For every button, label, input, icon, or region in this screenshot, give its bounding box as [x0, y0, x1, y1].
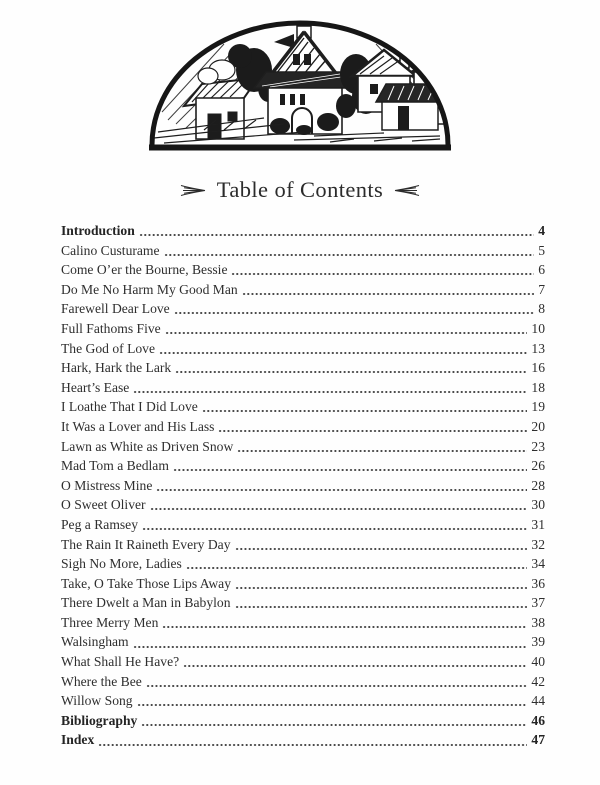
toc-entry-page: 28 — [531, 477, 545, 493]
dot-leader — [218, 429, 527, 433]
toc-entry — [61, 339, 545, 359]
toc-entry-page: 38 — [531, 614, 545, 630]
dot-leader — [156, 488, 527, 492]
toc-entry-title: Peg a Ramsey — [61, 516, 139, 532]
toc-entry — [61, 593, 545, 613]
toc-entry-title: There Dwelt a Man in Babylon — [61, 595, 231, 611]
toc-entry — [61, 711, 545, 731]
toc-entry-page: 47 — [531, 732, 545, 748]
toc-entry-title: Lawn as White as Driven Snow — [61, 438, 234, 454]
toc-entry-page: 6 — [538, 262, 545, 278]
toc-entry — [61, 378, 545, 398]
toc-entry-page: 46 — [531, 712, 545, 728]
toc-entry-title: O Sweet Oliver — [61, 497, 146, 513]
dot-leader — [231, 272, 534, 276]
dot-leader — [98, 743, 527, 747]
dot-leader — [146, 684, 528, 688]
dot-leader — [186, 566, 528, 570]
dot-leader — [133, 390, 527, 394]
toc-entry-page: 16 — [531, 360, 545, 376]
toc-entry-title: Take, O Take Those Lips Away — [61, 575, 232, 591]
toc-entry-title: Walsingham — [61, 634, 129, 650]
toc-entry-title: The God of Love — [61, 340, 155, 356]
dot-leader — [242, 292, 535, 296]
toc-entry-page: 5 — [538, 242, 545, 258]
dot-leader — [159, 351, 527, 355]
fleuron-right-icon — [394, 184, 420, 197]
toc-entry-title: Where the Bee — [61, 673, 142, 689]
dot-leader — [133, 645, 528, 649]
toc-entry-title: Farewell Dear Love — [61, 301, 170, 317]
toc-entry — [61, 260, 545, 280]
dot-leader — [173, 468, 527, 472]
toc-entry-page: 8 — [538, 301, 545, 317]
toc-entry-title: Full Fathoms Five — [61, 320, 161, 336]
toc-entry-page: 42 — [531, 673, 545, 689]
toc-entry-title: Heart’s Ease — [61, 379, 130, 395]
toc-entry-page: 19 — [531, 399, 545, 415]
dot-leader — [165, 331, 528, 335]
dot-leader — [141, 723, 527, 727]
dot-leader — [235, 605, 528, 609]
toc-entry-page: 20 — [531, 418, 545, 434]
toc-entry — [61, 632, 545, 652]
toc-entry — [61, 241, 545, 261]
dot-leader — [139, 233, 534, 237]
toc-entry-page: 31 — [531, 516, 545, 532]
toc-entry — [61, 319, 545, 339]
toc-entry — [61, 652, 545, 672]
toc-entry-page: 39 — [531, 634, 545, 650]
page-title: Table of Contents — [216, 177, 384, 202]
toc-entry — [61, 299, 545, 319]
village-arch-illustration — [144, 12, 456, 154]
toc-entry-page: 23 — [531, 438, 545, 454]
toc-entry-page: 13 — [531, 340, 545, 356]
toc-list — [61, 221, 545, 750]
toc-entry — [61, 535, 545, 555]
page-title-row — [0, 172, 600, 208]
toc-entry-title: What Shall He Have? — [61, 654, 180, 670]
toc-entry — [61, 358, 545, 378]
toc-entry — [61, 691, 545, 711]
toc-entry — [61, 515, 545, 535]
toc-entry-title: Mad Tom a Bedlam — [61, 458, 169, 474]
toc-entry-page: 10 — [531, 320, 545, 336]
toc-entry-title: Three Merry Men — [61, 614, 159, 630]
toc-entry — [61, 397, 545, 417]
toc-entry — [61, 417, 545, 437]
village-woodcut-svg — [144, 12, 456, 154]
toc-entry — [61, 554, 545, 574]
fleuron-left-icon — [180, 184, 206, 197]
toc-entry-page: 18 — [531, 379, 545, 395]
dot-leader — [162, 625, 527, 629]
toc-entry-title: Calino Custurame — [61, 242, 160, 258]
dot-leader — [137, 703, 528, 707]
dot-leader — [142, 527, 527, 531]
toc-entry-title: Hark, Hark the Lark — [61, 360, 172, 376]
toc-entry-page: 34 — [531, 556, 545, 572]
toc-entry-page: 40 — [531, 654, 545, 670]
dot-leader — [202, 409, 528, 413]
toc-entry-page: 44 — [531, 693, 545, 709]
toc-entry-page: 36 — [531, 575, 545, 591]
toc-entry-title: Introduction — [61, 223, 135, 238]
toc-entry-title: Bibliography — [61, 712, 138, 728]
toc-entry — [61, 456, 545, 476]
toc-entry-page: 37 — [531, 595, 545, 611]
dot-leader — [183, 664, 527, 668]
toc-entry — [61, 437, 545, 457]
dot-leader — [150, 507, 528, 511]
toc-entry-page: 7 — [538, 281, 545, 297]
toc-entry — [61, 280, 545, 300]
toc-entry-page: 4 — [538, 223, 545, 238]
toc-entry-title: It Was a Lover and His Lass — [61, 418, 215, 434]
toc-entry-title: Come O’er the Bourne, Bessie — [61, 262, 228, 278]
toc-entry-page: 32 — [531, 536, 545, 552]
toc-entry-title: The Rain It Raineth Every Day — [61, 536, 231, 552]
toc-entry-title: I Loathe That I Did Love — [61, 399, 198, 415]
dot-leader — [235, 586, 527, 590]
toc-entry-title: Sigh No More, Ladies — [61, 556, 182, 572]
toc-entry — [61, 221, 545, 241]
toc-entry-title: Do Me No Harm My Good Man — [61, 281, 238, 297]
toc-entry — [61, 495, 545, 515]
toc-entry — [61, 574, 545, 594]
toc-entry-title: Willow Song — [61, 693, 133, 709]
toc-entry — [61, 613, 545, 633]
dot-leader — [174, 311, 535, 315]
toc-entry — [61, 730, 545, 750]
toc-entry — [61, 672, 545, 692]
toc-entry-title: Index — [61, 732, 95, 748]
toc-entry-title: O Mistress Mine — [61, 477, 153, 493]
dot-leader — [237, 449, 527, 453]
dot-leader — [235, 547, 528, 551]
toc-entry — [61, 476, 545, 496]
dot-leader — [175, 370, 527, 374]
toc-entry-page: 26 — [531, 458, 545, 474]
toc-entry-page: 30 — [531, 497, 545, 513]
dot-leader — [164, 253, 535, 257]
